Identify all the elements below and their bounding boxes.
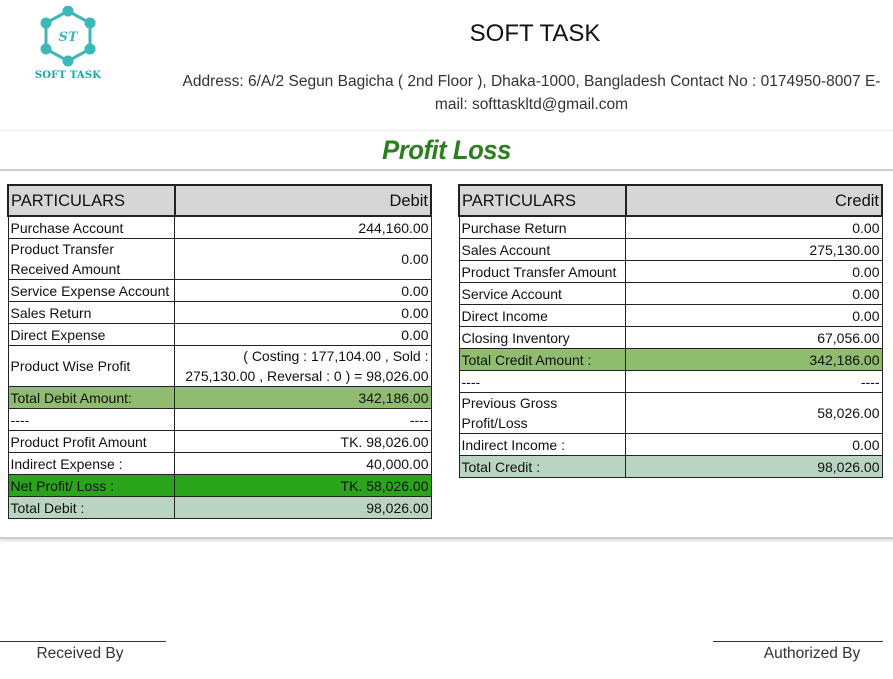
row-value: 67,056.00 [626, 327, 882, 349]
row-value: 98,026.00 [626, 456, 882, 478]
row-value: 0.00 [626, 434, 882, 456]
row-value: 342,186.00 [175, 387, 431, 409]
row-value: 0.00 [175, 324, 431, 346]
table-row [459, 283, 882, 305]
table-row [459, 327, 882, 349]
row-label: Sales Return [8, 302, 175, 324]
debit-header: Debit [175, 185, 431, 216]
row-label: Sales Account [459, 239, 626, 261]
table-row [8, 280, 431, 302]
row-label: Product Transfer Amount [459, 261, 626, 283]
row-label: Previous Gross Profit/Loss [459, 393, 626, 434]
row-label: Product Profit Amount [8, 431, 175, 453]
row-value: 275,130.00 [626, 239, 882, 261]
header-divider [0, 130, 893, 131]
row-label: Indirect Income : [459, 434, 626, 456]
net-profit-row [8, 475, 431, 497]
row-label: Total Debit : [8, 497, 175, 519]
row-value: 0.00 [626, 283, 882, 305]
row-value: 40,000.00 [175, 453, 431, 475]
particulars-header: PARTICULARS [459, 185, 626, 216]
table-row [459, 261, 882, 283]
row-label: Total Debit Amount: [8, 387, 175, 409]
row-value: 98,026.00 [175, 497, 431, 519]
row-value: 0.00 [175, 280, 431, 302]
table-row [459, 216, 882, 239]
row-value: ( Costing : 177,104.00 , Sold : 275,130.00 , Reversal : 0 ) = 98,026.00 [175, 346, 431, 387]
total-row [8, 387, 431, 409]
row-value: ---- [175, 409, 431, 431]
total-row [8, 497, 431, 519]
table-row [8, 409, 431, 431]
table-row [459, 393, 882, 434]
row-label: ---- [459, 371, 626, 393]
table-header-row [8, 185, 431, 216]
table-row [459, 371, 882, 393]
company-address: Address: 6/A/2 Segun Bagicha ( 2nd Floor ), Dhaka-1000, Bangladesh Contact No : 0174950-8007 E-mail: softtaskltd@gmail.com [182, 73, 881, 113]
row-value: 0.00 [175, 302, 431, 324]
authorized-signature-line [713, 641, 883, 642]
total-row [459, 456, 882, 478]
row-label: Indirect Expense : [8, 453, 175, 475]
row-value: 0.00 [626, 305, 882, 327]
table-row [8, 346, 431, 387]
table-header-row [459, 185, 882, 216]
row-value: TK. 98,026.00 [175, 431, 431, 453]
particulars-header: PARTICULARS [8, 185, 175, 216]
row-label: Purchase Account [8, 216, 175, 239]
table-row [8, 453, 431, 475]
table-row [8, 431, 431, 453]
row-value: 342,186.00 [626, 349, 882, 371]
row-label: Closing Inventory [459, 327, 626, 349]
received-signature-line [0, 641, 166, 642]
row-label: Total Credit Amount : [459, 349, 626, 371]
company-name: SOFT TASK [469, 20, 601, 47]
row-label: Direct Income [459, 305, 626, 327]
row-value: 244,160.00 [175, 216, 431, 239]
row-value: 0.00 [175, 239, 431, 280]
credit-header: Credit [626, 185, 882, 216]
row-value: 58,026.00 [626, 393, 882, 434]
row-value: 0.00 [626, 216, 882, 239]
row-label: Service Account [459, 283, 626, 305]
credit-table [458, 184, 883, 478]
svg-text:ST: ST [58, 30, 78, 45]
table-row [459, 305, 882, 327]
logo-text: SOFT TASK [34, 70, 102, 81]
row-label: Total Credit : [459, 456, 626, 478]
table-row [8, 302, 431, 324]
table-row [8, 216, 431, 239]
row-label: Purchase Return [459, 216, 626, 239]
debit-table [7, 184, 432, 519]
row-label: ---- [8, 409, 175, 431]
row-label: Net Profit/ Loss : [8, 475, 175, 497]
received-by-label: Received By [36, 645, 124, 662]
row-label: Product Transfer Received Amount [8, 239, 175, 280]
table-row [8, 239, 431, 280]
row-value: TK. 58,026.00 [175, 475, 431, 497]
authorized-by-label: Authorized By [763, 645, 861, 662]
row-label: Direct Expense [8, 324, 175, 346]
table-row [459, 239, 882, 261]
table-row [8, 324, 431, 346]
row-value: ---- [626, 371, 882, 393]
row-label: Service Expense Account [8, 280, 175, 302]
total-row [459, 349, 882, 371]
row-label: Product Wise Profit [8, 346, 175, 387]
report-title: Profit Loss [382, 135, 511, 165]
row-value: 0.00 [626, 261, 882, 283]
table-row [459, 434, 882, 456]
